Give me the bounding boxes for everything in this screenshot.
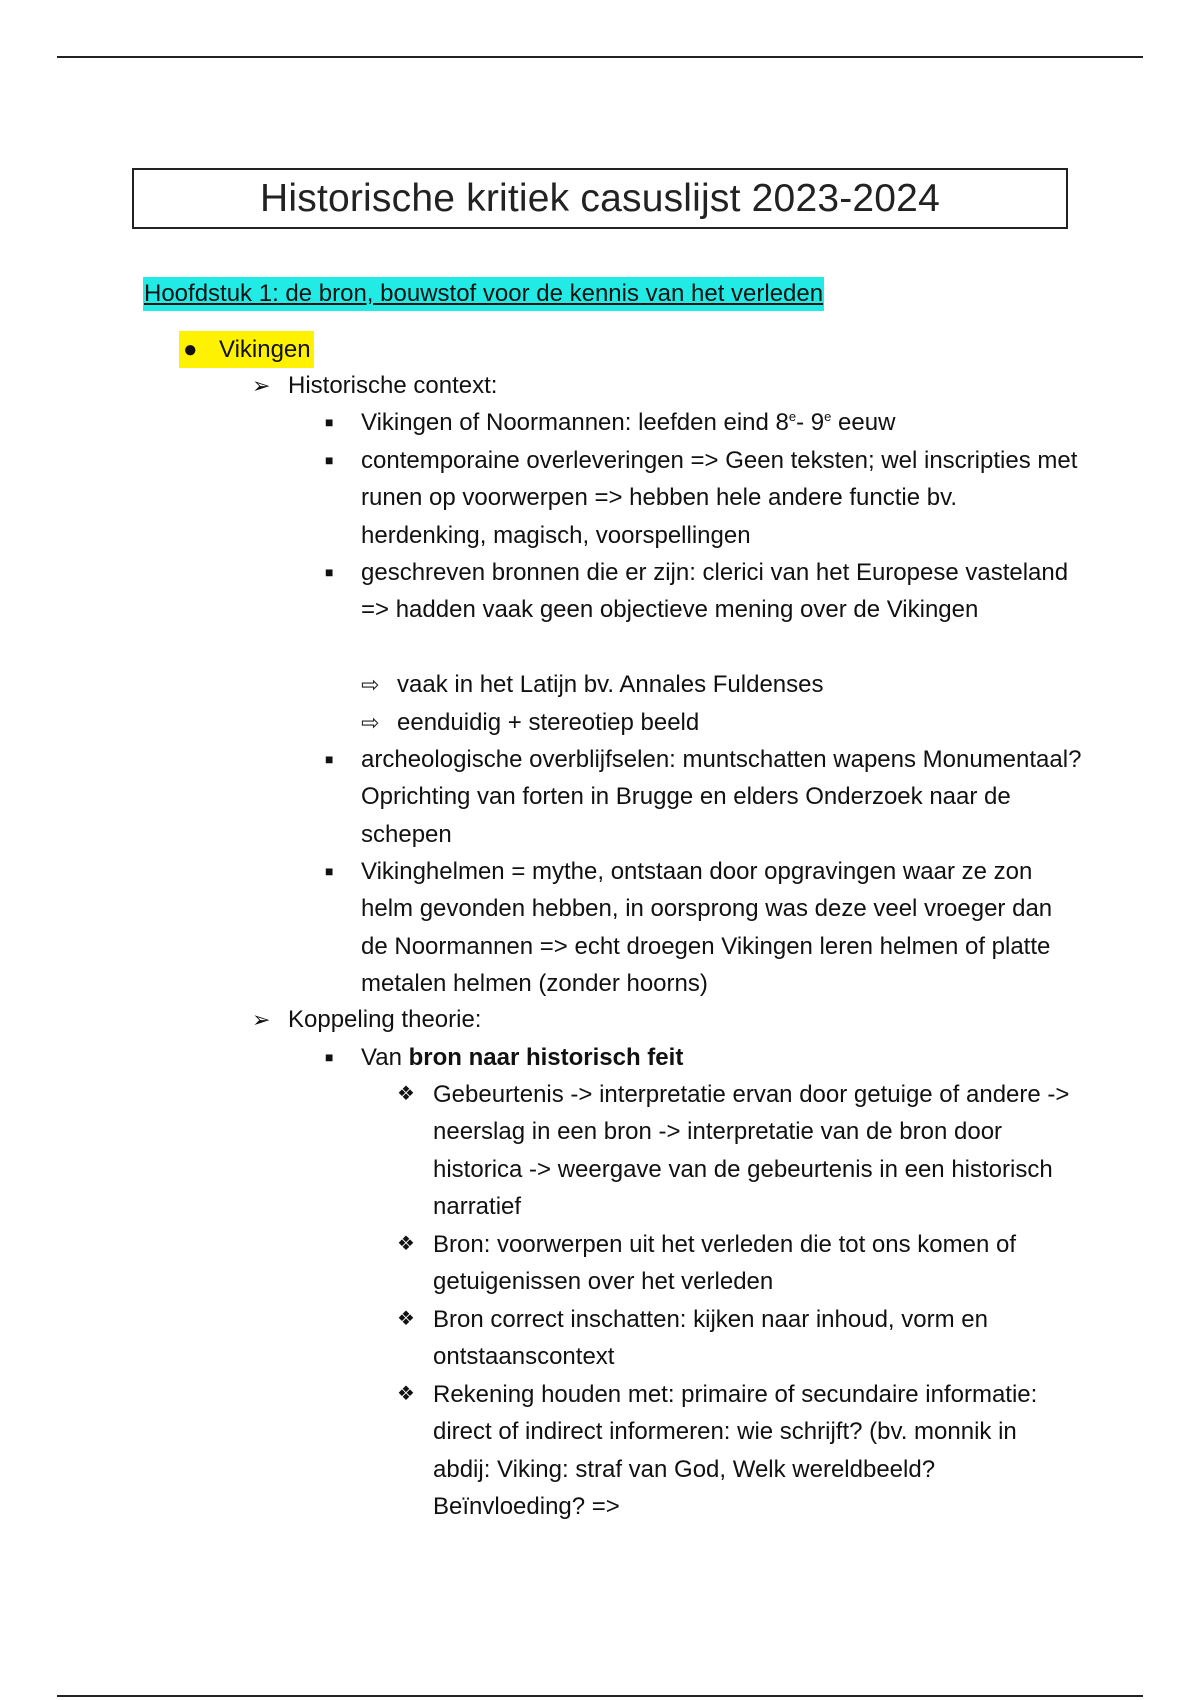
diamond-bullet-icon: ❖ — [397, 1308, 415, 1330]
chapter-heading: Hoofdstuk 1: de bron, bouwstof voor de kennis van het verleden — [143, 277, 824, 311]
section-koppeling-theorie — [252, 1002, 481, 1038]
hollow-arrow-icon: ⇨ — [361, 710, 380, 735]
point-text: Gebeurtenis -> interpretatie ervan door getuige of andere -> neerslag in een bron -> interpretatie van de bron door historica -> weergave van de gebeurtenis in een historisch narratief — [433, 1081, 1070, 1221]
arrowhead-bullet-icon: ➢ — [252, 373, 271, 398]
sub-item-text: eenduidig + stereotiep beeld — [397, 709, 700, 736]
item-text: contemporaine overleveringen => Geen teksten; wel inscripties met runen op voorwerpen => hebben hele andere functie bv. herdenking, magisch, voorspellingen — [361, 447, 1078, 549]
point-text: Bron: voorwerpen uit het verleden die tot ons komen of getuigenissen over het verleden — [433, 1231, 1017, 1296]
section-heading: Koppeling theorie: — [288, 1006, 482, 1033]
item-text: Van — [361, 1044, 409, 1071]
superscript: e — [824, 409, 832, 424]
square-bullet-icon: ■ — [325, 1049, 334, 1065]
section-heading: Historische context: — [288, 372, 498, 399]
diamond-bullet-icon: ❖ — [397, 1383, 415, 1405]
section-historische-context — [252, 368, 497, 404]
sub-item-text: vaak in het Latijn bv. Annales Fuldenses — [397, 671, 824, 698]
bottom-rule — [57, 1695, 1143, 1697]
square-bullet-icon: ■ — [325, 751, 334, 767]
square-bullet-icon: ■ — [325, 414, 334, 430]
arrowhead-bullet-icon: ➢ — [252, 1007, 271, 1032]
item-text: geschreven bronnen die er zijn: clerici van het Europese vasteland => hadden vaak geen objectieve mening over de Vikingen — [361, 559, 1069, 624]
topic-label: Vikingen — [219, 336, 311, 363]
bullet-icon: ● — [183, 336, 198, 363]
square-bullet-icon: ■ — [325, 863, 334, 879]
top-rule — [57, 56, 1143, 58]
list-item — [325, 554, 1085, 629]
document-title: Historische kritiek casuslijst 2023-2024 — [132, 168, 1068, 229]
diamond-point — [397, 1376, 1077, 1526]
topic-item — [179, 331, 314, 368]
diamond-point — [397, 1226, 1077, 1301]
diamond-bullet-icon: ❖ — [397, 1233, 415, 1255]
diamond-point — [397, 1076, 1077, 1226]
sub-item — [361, 704, 699, 741]
item-text: eeuw — [831, 409, 896, 436]
point-text: Bron correct inschatten: kijken naar inhoud, vorm en ontstaanscontext — [433, 1306, 988, 1371]
item-text: - 9 — [796, 409, 825, 436]
square-bullet-icon: ■ — [325, 452, 334, 468]
hollow-arrow-icon: ⇨ — [361, 672, 380, 697]
list-item — [325, 1039, 1085, 1076]
diamond-point — [397, 1301, 1077, 1376]
item-text: archeologische overblijfselen: muntschatten wapens Monumentaal? Oprichting van forten in Brugge en elders Onderzoek naar de schepen — [361, 746, 1082, 848]
item-text: Vikingen of Noormannen: leefden eind 8 — [361, 409, 789, 436]
superscript: e — [788, 409, 797, 424]
diamond-bullet-icon: ❖ — [397, 1083, 415, 1105]
item-text: Vikinghelmen = mythe, ontstaan door opgravingen waar ze zon helm gevonden hebben, in oorsprong was deze veel vroeger dan de Noormannen => echt droegen Vikingen leren helmen of platte metalen helmen (zonder hoorns) — [361, 858, 1053, 998]
square-bullet-icon: ■ — [325, 564, 334, 580]
list-item — [325, 442, 1085, 554]
item-bold-text: bron naar historisch feit — [408, 1044, 684, 1071]
list-item — [325, 404, 1085, 441]
sub-item — [361, 666, 824, 703]
point-text: Rekening houden met: primaire of secundaire informatie: direct of indirect informeren: wie schrijft? (bv. monnik in abdij: Viking: straf van God, Welk wereldbeeld? Beïnvloeding? => — [433, 1381, 1038, 1521]
list-item — [325, 853, 1085, 1003]
list-item — [325, 741, 1085, 853]
